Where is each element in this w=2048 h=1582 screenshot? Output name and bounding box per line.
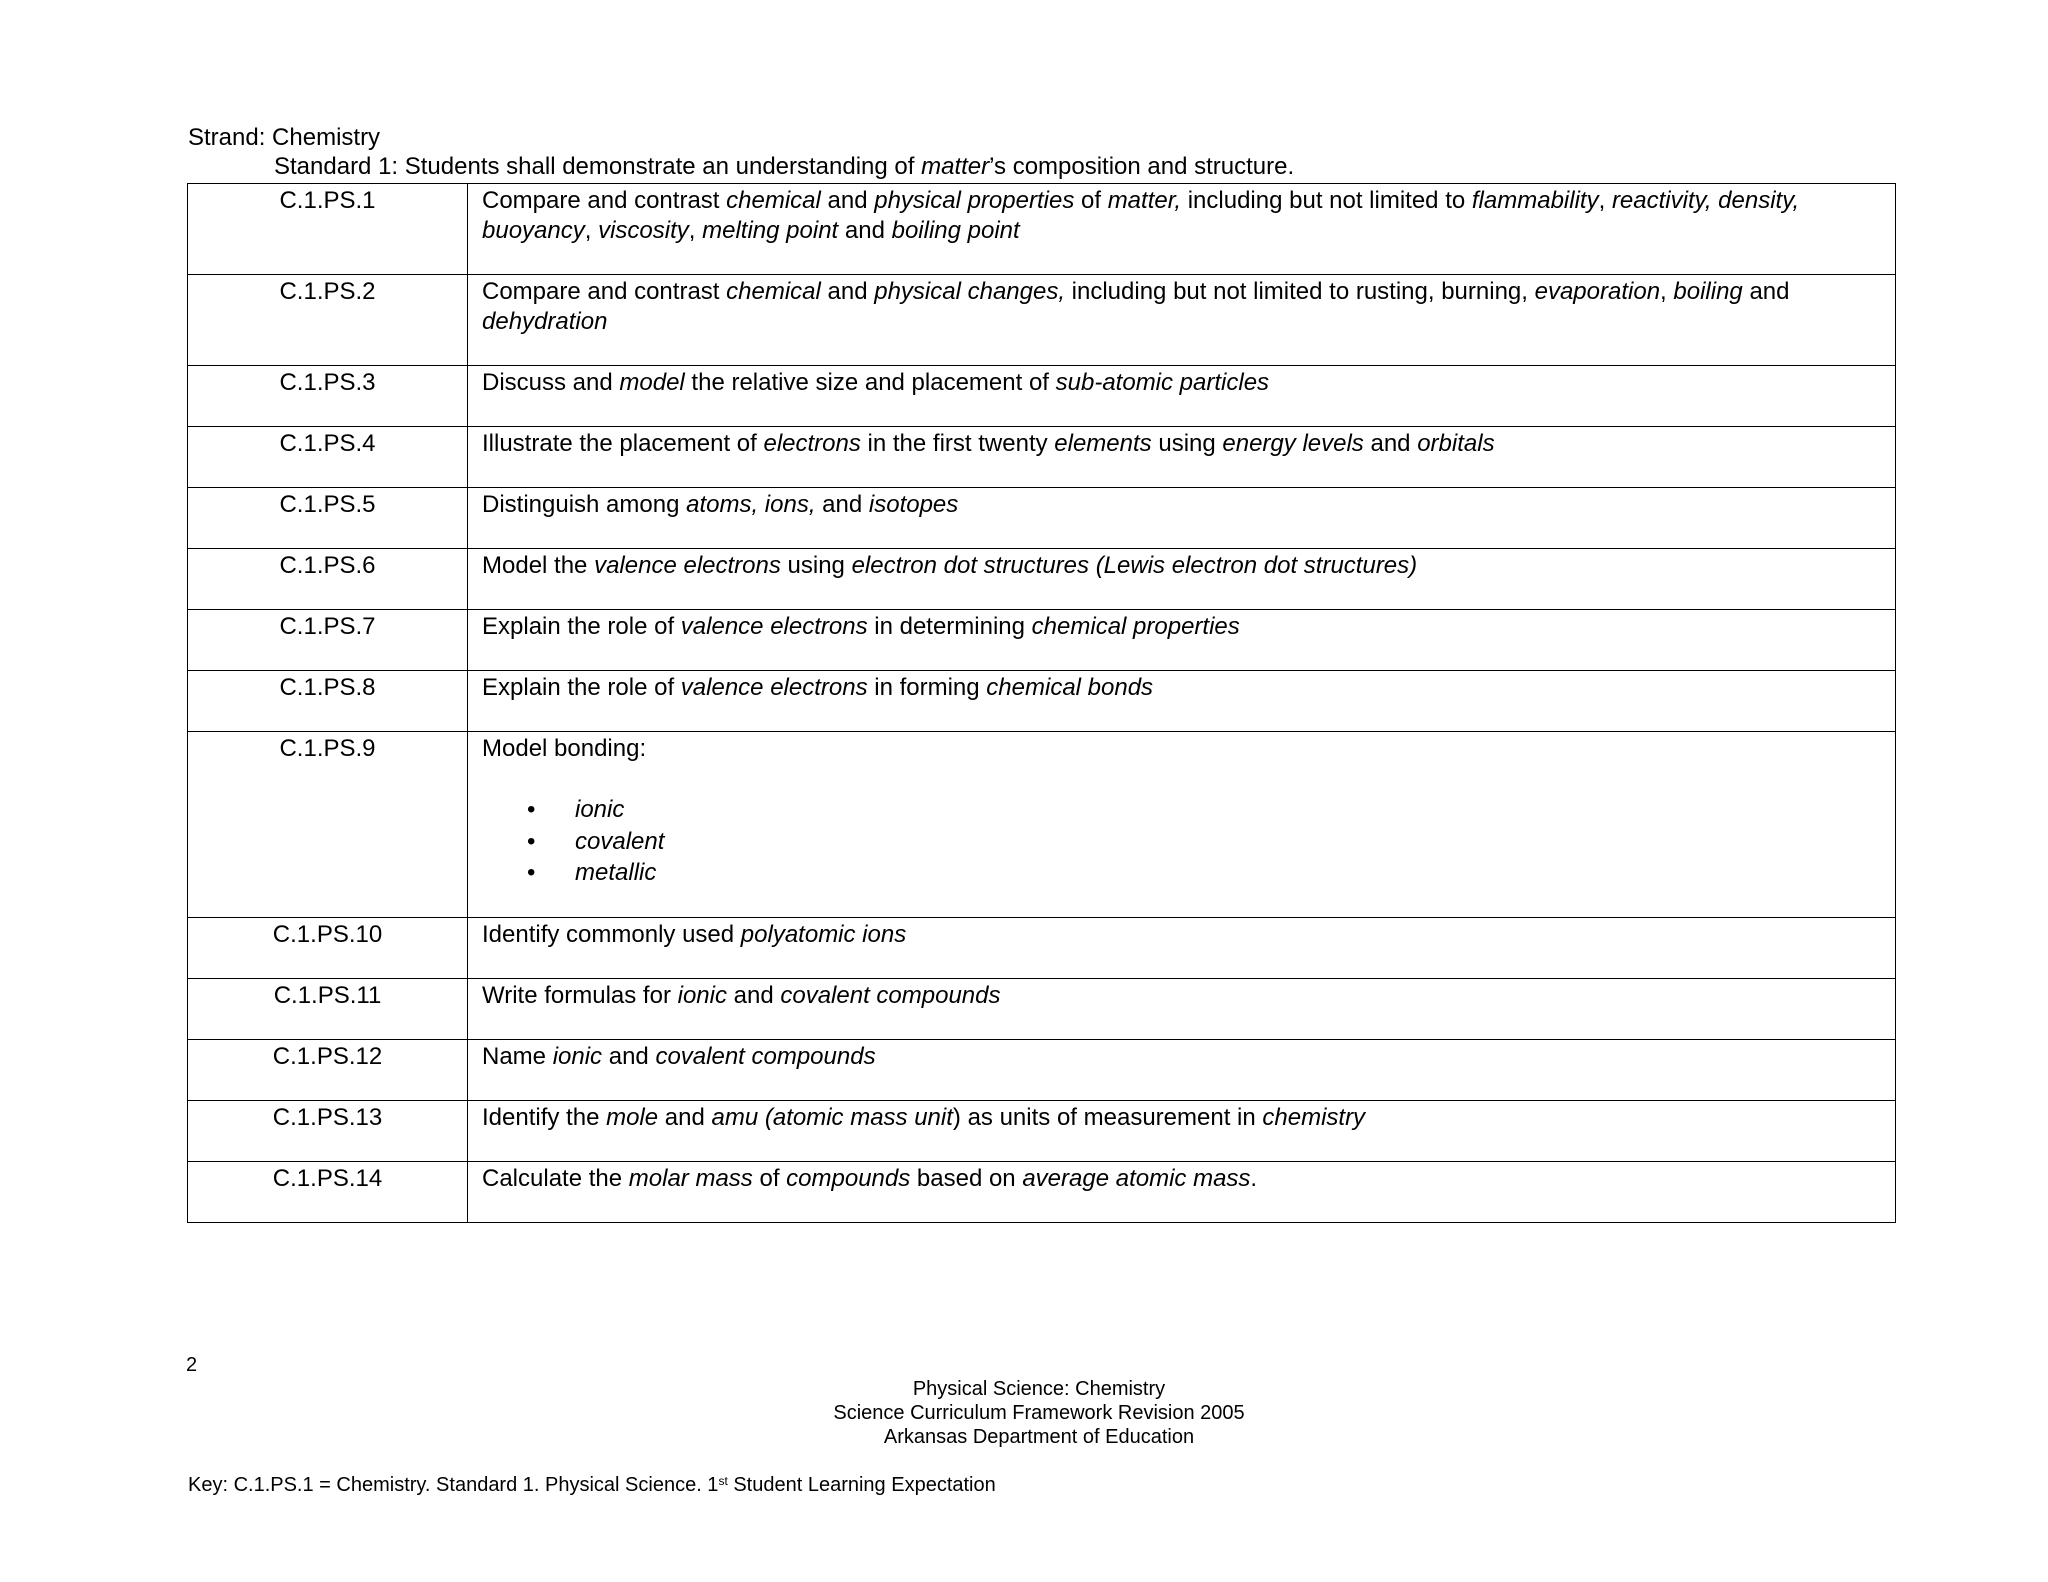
italic-term: dehydration xyxy=(482,308,608,335)
italic-term: viscosity xyxy=(598,217,689,244)
text-segment: Identify commonly used xyxy=(482,921,741,948)
text-segment: Calculate the xyxy=(482,1165,629,1192)
key-legend xyxy=(188,1473,996,1497)
footer-line-3: Arkansas Department of Education xyxy=(883,1426,1195,1448)
italic-term: sub-atomic particles xyxy=(1055,369,1270,396)
table-row xyxy=(188,366,1896,427)
italic-term: evaporation xyxy=(1534,278,1661,305)
italic-term: boiling point xyxy=(891,217,1020,244)
expectation-code: C.1.PS.2 xyxy=(188,275,468,366)
italic-term: amu (atomic mass unit xyxy=(711,1104,953,1131)
text-segment: including but not limited to rusting, burning, xyxy=(1065,278,1535,305)
italic-term: reactivity, density, buoyancy xyxy=(482,187,1800,244)
text-segment: in forming xyxy=(867,674,987,701)
table-row xyxy=(188,671,1896,732)
expectation-code: C.1.PS.11 xyxy=(188,979,468,1040)
table-row xyxy=(188,184,1896,275)
expectation-code: C.1.PS.9 xyxy=(188,732,468,918)
expectation-description xyxy=(468,1162,1896,1223)
italic-term: covalent compounds xyxy=(655,1043,876,1070)
text-segment: ) as units of measurement in xyxy=(952,1104,1263,1131)
text-segment: and xyxy=(1742,278,1790,305)
italic-term: molar mass xyxy=(628,1165,753,1192)
italic-term: electron dot structures (Lewis electron dot structures) xyxy=(851,552,1418,579)
expectation-code: C.1.PS.14 xyxy=(188,1162,468,1223)
text-segment: based on xyxy=(910,1165,1023,1192)
text-segment: Compare and contrast xyxy=(482,278,727,305)
italic-term: orbitals xyxy=(1417,430,1495,457)
table-row xyxy=(188,275,1896,366)
key-superscript: st xyxy=(718,1474,728,1488)
description-text xyxy=(482,981,1881,1011)
text-segment: of xyxy=(752,1165,787,1192)
expectation-description xyxy=(468,610,1896,671)
description-text xyxy=(482,734,1881,764)
footer-line-1: Physical Science: Chemistry xyxy=(912,1378,1166,1400)
expectation-description xyxy=(468,671,1896,732)
description-text xyxy=(482,673,1881,703)
italic-term: energy levels xyxy=(1222,430,1364,457)
expectation-description xyxy=(468,366,1896,427)
list-item: • metallic xyxy=(575,857,1881,889)
italic-term: chemical xyxy=(726,278,821,305)
bonding-list xyxy=(482,794,1881,889)
italic-term: melting point xyxy=(702,217,839,244)
expectation-description xyxy=(468,275,1896,366)
text-segment: of xyxy=(1074,187,1108,214)
expectation-code: C.1.PS.4 xyxy=(188,427,468,488)
table-row xyxy=(188,732,1896,918)
table-row xyxy=(188,979,1896,1040)
text-segment: and xyxy=(815,491,869,518)
expectation-description xyxy=(468,488,1896,549)
description-text xyxy=(482,920,1881,950)
text-segment: Model bonding: xyxy=(482,735,647,762)
expectation-description xyxy=(468,732,1896,918)
italic-term: valence electrons xyxy=(680,613,868,640)
expectation-code: C.1.PS.7 xyxy=(188,610,468,671)
key-text-pre: Key: C.1.PS.1 = Chemistry. Standard 1. Physical Science. 1 xyxy=(188,1474,719,1496)
text-segment: Distinguish among xyxy=(482,491,687,518)
standard-text-italic: matter xyxy=(921,153,990,180)
italic-term: average atomic mass xyxy=(1022,1165,1251,1192)
list-item: • ionic xyxy=(575,794,1881,826)
italic-term: polyatomic ions xyxy=(740,921,907,948)
expectation-code: C.1.PS.8 xyxy=(188,671,468,732)
italic-term: ionic xyxy=(677,982,727,1009)
text-segment: Identify the xyxy=(482,1104,607,1131)
text-segment: . xyxy=(1250,1165,1258,1192)
expectation-description xyxy=(468,549,1896,610)
expectation-code: C.1.PS.6 xyxy=(188,549,468,610)
expectation-code: C.1.PS.12 xyxy=(188,1040,468,1101)
text-segment: including but not limited to xyxy=(1181,187,1472,214)
text-segment: in the first twenty xyxy=(860,430,1055,457)
italic-term: model xyxy=(619,369,685,396)
text-segment: Explain the role of xyxy=(482,674,681,701)
expectation-description xyxy=(468,979,1896,1040)
expectation-description xyxy=(468,427,1896,488)
strand-heading: Strand: Chemistry xyxy=(188,124,381,151)
footer-line-2: Science Curriculum Framework Revision 2005 xyxy=(833,1402,1245,1424)
text-segment: and xyxy=(838,217,892,244)
italic-term: valence electrons xyxy=(594,552,781,579)
page-footer xyxy=(0,1377,2048,1449)
italic-term: atoms, ions, xyxy=(686,491,816,518)
text-segment: , xyxy=(688,217,703,244)
italic-term: chemical bonds xyxy=(986,674,1154,701)
italic-term: ionic xyxy=(552,1043,603,1070)
list-item: • covalent xyxy=(575,826,1881,858)
italic-term: chemical properties xyxy=(1031,613,1240,640)
description-text xyxy=(482,1042,1881,1072)
italic-term: covalent compounds xyxy=(780,982,1001,1009)
standard-text-post: ’s composition and structure. xyxy=(989,153,1295,180)
italic-term: valence electrons xyxy=(680,674,868,701)
italic-term: compounds xyxy=(786,1165,911,1192)
text-segment: Write formulas for xyxy=(482,982,678,1009)
expectation-code: C.1.PS.13 xyxy=(188,1101,468,1162)
description-text xyxy=(482,551,1881,581)
expectation-code: C.1.PS.10 xyxy=(188,918,468,979)
description-text xyxy=(482,277,1881,337)
description-text xyxy=(482,186,1881,246)
italic-term: physical properties xyxy=(874,187,1075,214)
description-text xyxy=(482,612,1881,642)
expectation-description xyxy=(468,918,1896,979)
text-segment: , xyxy=(1660,278,1674,305)
text-segment: , xyxy=(584,217,599,244)
italic-term: chemical xyxy=(726,187,821,214)
italic-term: electrons xyxy=(763,430,861,457)
text-segment: Name xyxy=(482,1043,553,1070)
expectation-code: C.1.PS.5 xyxy=(188,488,468,549)
description-text xyxy=(482,1164,1881,1194)
text-segment: , xyxy=(1598,187,1612,214)
expectations-table xyxy=(187,183,1896,1223)
standard-heading xyxy=(274,153,1294,181)
italic-term: mole xyxy=(606,1104,659,1131)
table-row xyxy=(188,1162,1896,1223)
italic-term: matter, xyxy=(1107,187,1182,214)
text-segment: Illustrate the placement of xyxy=(482,430,764,457)
table-row xyxy=(188,1101,1896,1162)
text-segment: using xyxy=(780,552,852,579)
standard-text-pre: Standard 1: Students shall demonstrate an understanding of xyxy=(274,153,922,180)
italic-term: isotopes xyxy=(868,491,959,518)
table-row xyxy=(188,1040,1896,1101)
table-row xyxy=(188,427,1896,488)
table-row xyxy=(188,549,1896,610)
table-row xyxy=(188,488,1896,549)
expectation-code: C.1.PS.3 xyxy=(188,366,468,427)
table-row xyxy=(188,918,1896,979)
text-segment: and xyxy=(658,1104,712,1131)
table-row xyxy=(188,610,1896,671)
text-segment: using xyxy=(1151,430,1223,457)
page-number: 2 xyxy=(186,1354,198,1376)
text-segment: and xyxy=(1363,430,1418,457)
expectation-description xyxy=(468,184,1896,275)
text-segment: and xyxy=(602,1043,656,1070)
text-segment: Model the xyxy=(482,552,595,579)
text-segment: Discuss and xyxy=(482,369,620,396)
expectations-table-body xyxy=(188,184,1896,1223)
key-text-post: Student Learning Expectation xyxy=(727,1474,996,1496)
text-segment: the relative size and placement of xyxy=(684,369,1056,396)
expectation-description xyxy=(468,1101,1896,1162)
italic-term: physical changes, xyxy=(874,278,1065,305)
text-segment: Explain the role of xyxy=(482,613,681,640)
italic-term: flammability xyxy=(1471,187,1599,214)
text-segment: and xyxy=(820,187,875,214)
italic-term: boiling xyxy=(1673,278,1743,305)
description-text xyxy=(482,490,1881,520)
description-text xyxy=(482,368,1881,398)
expectation-description xyxy=(468,1040,1896,1101)
expectation-code: C.1.PS.1 xyxy=(188,184,468,275)
description-text xyxy=(482,1103,1881,1133)
italic-term: chemistry xyxy=(1262,1104,1366,1131)
text-segment: Compare and contrast xyxy=(482,187,727,214)
text-segment: and xyxy=(726,982,781,1009)
text-segment: and xyxy=(820,278,875,305)
italic-term: elements xyxy=(1054,430,1152,457)
description-text xyxy=(482,429,1881,459)
text-segment: in determining xyxy=(867,613,1032,640)
